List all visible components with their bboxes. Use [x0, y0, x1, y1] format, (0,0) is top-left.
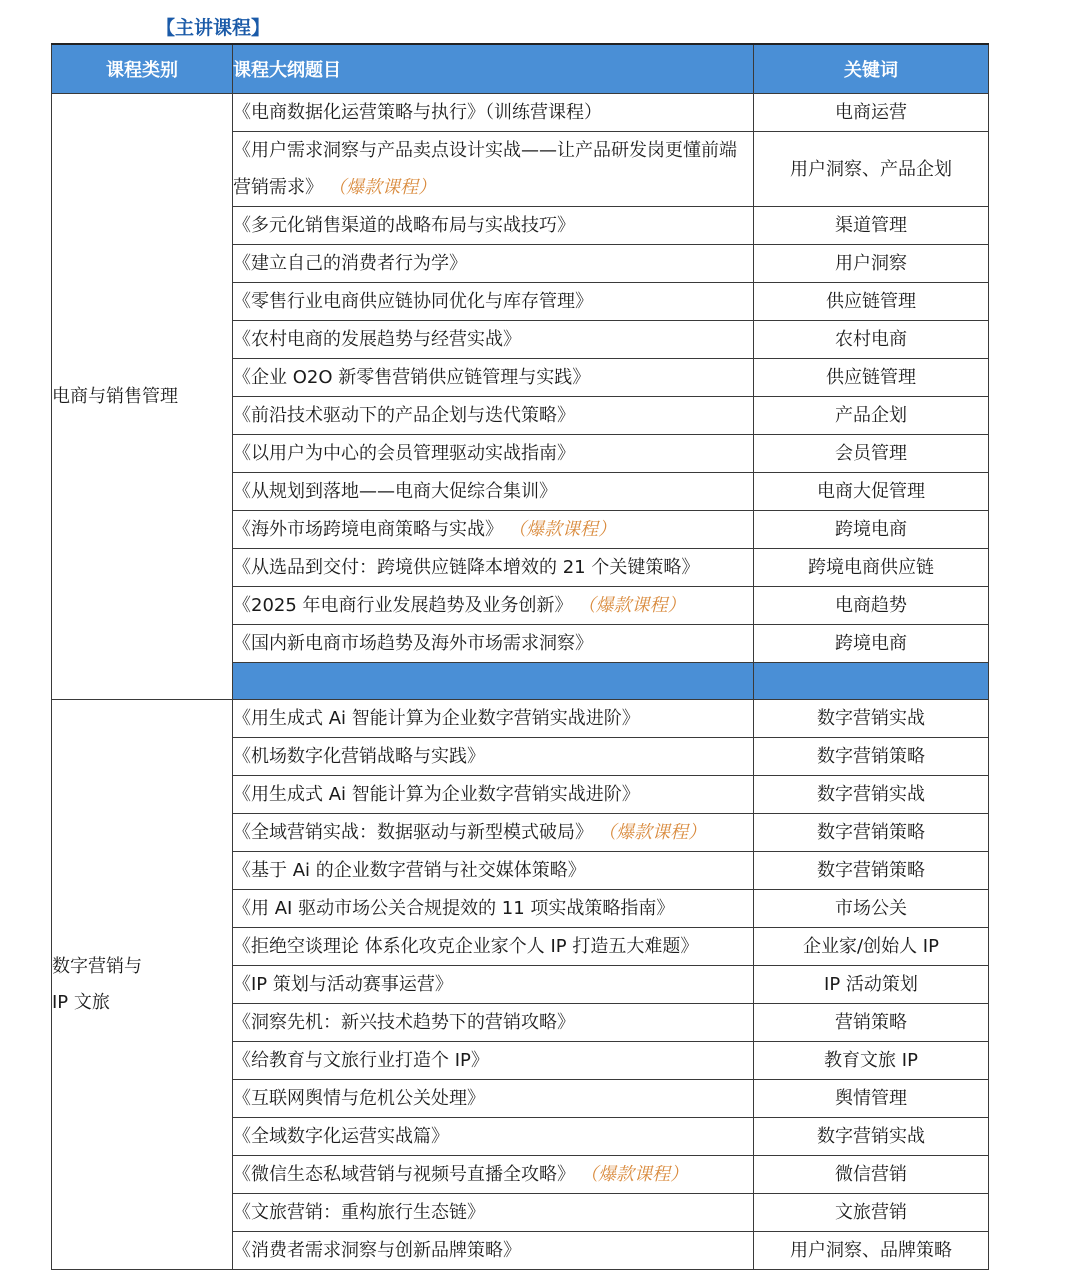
course-title: 《企业 O2O 新零售营销供应链管理与实践》	[233, 359, 754, 397]
course-keyword: 供应链管理	[754, 283, 989, 321]
course-title: 《从规划到落地——电商大促综合集训》	[233, 473, 754, 511]
course-title: 《以用户为中心的会员管理驱动实战指南》	[233, 435, 754, 473]
course-keyword: 数字营销实战	[754, 700, 989, 738]
course-title: 《电商数据化运营策略与执行》（训练营课程）	[233, 94, 754, 132]
header-category: 课程类别	[52, 44, 233, 94]
hot-course-tag: （爆款课程）	[517, 519, 616, 540]
course-keyword: 电商运营	[754, 94, 989, 132]
course-keyword: 用户洞察、产品企划	[754, 132, 989, 207]
course-title: 《国内新电商市场趋势及海外市场需求洞察》	[233, 625, 754, 663]
hot-course-tag: （爆款课程）	[337, 177, 436, 198]
hot-course-tag: （爆款课程）	[607, 822, 706, 843]
course-keyword: 舆情管理	[754, 1080, 989, 1118]
course-keyword: 市场公关	[754, 890, 989, 928]
course-keyword: 微信营销	[754, 1156, 989, 1194]
course-keyword: 数字营销实战	[754, 776, 989, 814]
course-title: 《前沿技术驱动下的产品企划与迭代策略》	[233, 397, 754, 435]
course-table	[51, 43, 989, 1270]
table-row	[52, 94, 989, 132]
category-cell: 电商与销售管理	[52, 94, 233, 700]
separator-cell	[754, 663, 989, 700]
course-title: 《用生成式 Ai 智能计算为企业数字营销实战进阶》	[233, 700, 754, 738]
course-title: 《基于 Ai 的企业数字营销与社交媒体策略》	[233, 852, 754, 890]
course-keyword: 数字营销实战	[754, 1118, 989, 1156]
course-keyword: 农村电商	[754, 321, 989, 359]
category-cell	[52, 700, 233, 1270]
course-title: 《互联网舆情与危机公关处理》	[233, 1080, 754, 1118]
hot-course-tag: （爆款课程）	[589, 1164, 688, 1185]
course-title: 《农村电商的发展趋势与经营实战》	[233, 321, 754, 359]
course-keyword: 营销策略	[754, 1004, 989, 1042]
header-keyword: 关键词	[754, 44, 989, 94]
course-keyword: 电商趋势	[754, 587, 989, 625]
course-keyword: 用户洞察、品牌策略	[754, 1232, 989, 1270]
course-keyword: 跨境电商	[754, 625, 989, 663]
table-row	[52, 700, 989, 738]
course-title: 《微信生态私域营销与视频号直播全攻略》 （爆款课程）	[233, 1156, 754, 1194]
course-keyword: 跨境电商供应链	[754, 549, 989, 587]
course-keyword: 跨境电商	[754, 511, 989, 549]
course-title: 《机场数字化营销战略与实践》	[233, 738, 754, 776]
course-keyword: 用户洞察	[754, 245, 989, 283]
course-title: 《拒绝空谈理论 体系化攻克企业家个人 IP 打造五大难题》	[233, 928, 754, 966]
course-keyword: 产品企划	[754, 397, 989, 435]
header-title: 课程大纲题目	[233, 44, 754, 94]
category-line: IP 文旅	[52, 991, 110, 1013]
course-title: 《全域营销实战：数据驱动与新型模式破局》 （爆款课程）	[233, 814, 754, 852]
category-line: 数字营销与	[52, 955, 142, 977]
course-title: 《多元化销售渠道的战略布局与实战技巧》	[233, 207, 754, 245]
section-title: 【主讲课程】	[156, 17, 271, 39]
course-title: 《文旅营销：重构旅行生态链》	[233, 1194, 754, 1232]
course-title: 《全域数字化运营实战篇》	[233, 1118, 754, 1156]
course-title: 《给教育与文旅行业打造个 IP》	[233, 1042, 754, 1080]
course-keyword: 供应链管理	[754, 359, 989, 397]
course-title: 《建立自己的消费者行为学》	[233, 245, 754, 283]
course-keyword: 教育文旅 IP	[754, 1042, 989, 1080]
course-title: 《消费者需求洞察与创新品牌策略》	[233, 1232, 754, 1270]
course-keyword: IP 活动策划	[754, 966, 989, 1004]
course-keyword: 电商大促管理	[754, 473, 989, 511]
course-keyword: 数字营销策略	[754, 814, 989, 852]
course-title: 《2025 年电商行业发展趋势及业务创新》 （爆款课程）	[233, 587, 754, 625]
course-keyword: 数字营销策略	[754, 738, 989, 776]
course-title: 《海外市场跨境电商策略与实战》 （爆款课程）	[233, 511, 754, 549]
course-title: 《从选品到交付：跨境供应链降本增效的 21 个关键策略》	[233, 549, 754, 587]
separator-cell	[233, 663, 754, 700]
hot-course-tag: （爆款课程）	[586, 595, 686, 616]
course-title: 《洞察先机：新兴技术趋势下的营销攻略》	[233, 1004, 754, 1042]
course-keyword: 企业家/创始人 IP	[754, 928, 989, 966]
course-title: 《IP 策划与活动赛事运营》	[233, 966, 754, 1004]
course-title: 《用户需求洞察与产品卖点设计实战——让产品研发岗更懂前端营销需求》 （爆款课程）	[233, 132, 754, 207]
course-keyword: 文旅营销	[754, 1194, 989, 1232]
course-keyword: 数字营销策略	[754, 852, 989, 890]
table-header-row	[52, 44, 989, 94]
course-title: 《用 AI 驱动市场公关合规提效的 11 项实战策略指南》	[233, 890, 754, 928]
course-title: 《用生成式 Ai 智能计算为企业数字营销实战进阶》	[233, 776, 754, 814]
course-keyword: 渠道管理	[754, 207, 989, 245]
course-keyword: 会员管理	[754, 435, 989, 473]
course-title: 《零售行业电商供应链协同优化与库存管理》	[233, 283, 754, 321]
